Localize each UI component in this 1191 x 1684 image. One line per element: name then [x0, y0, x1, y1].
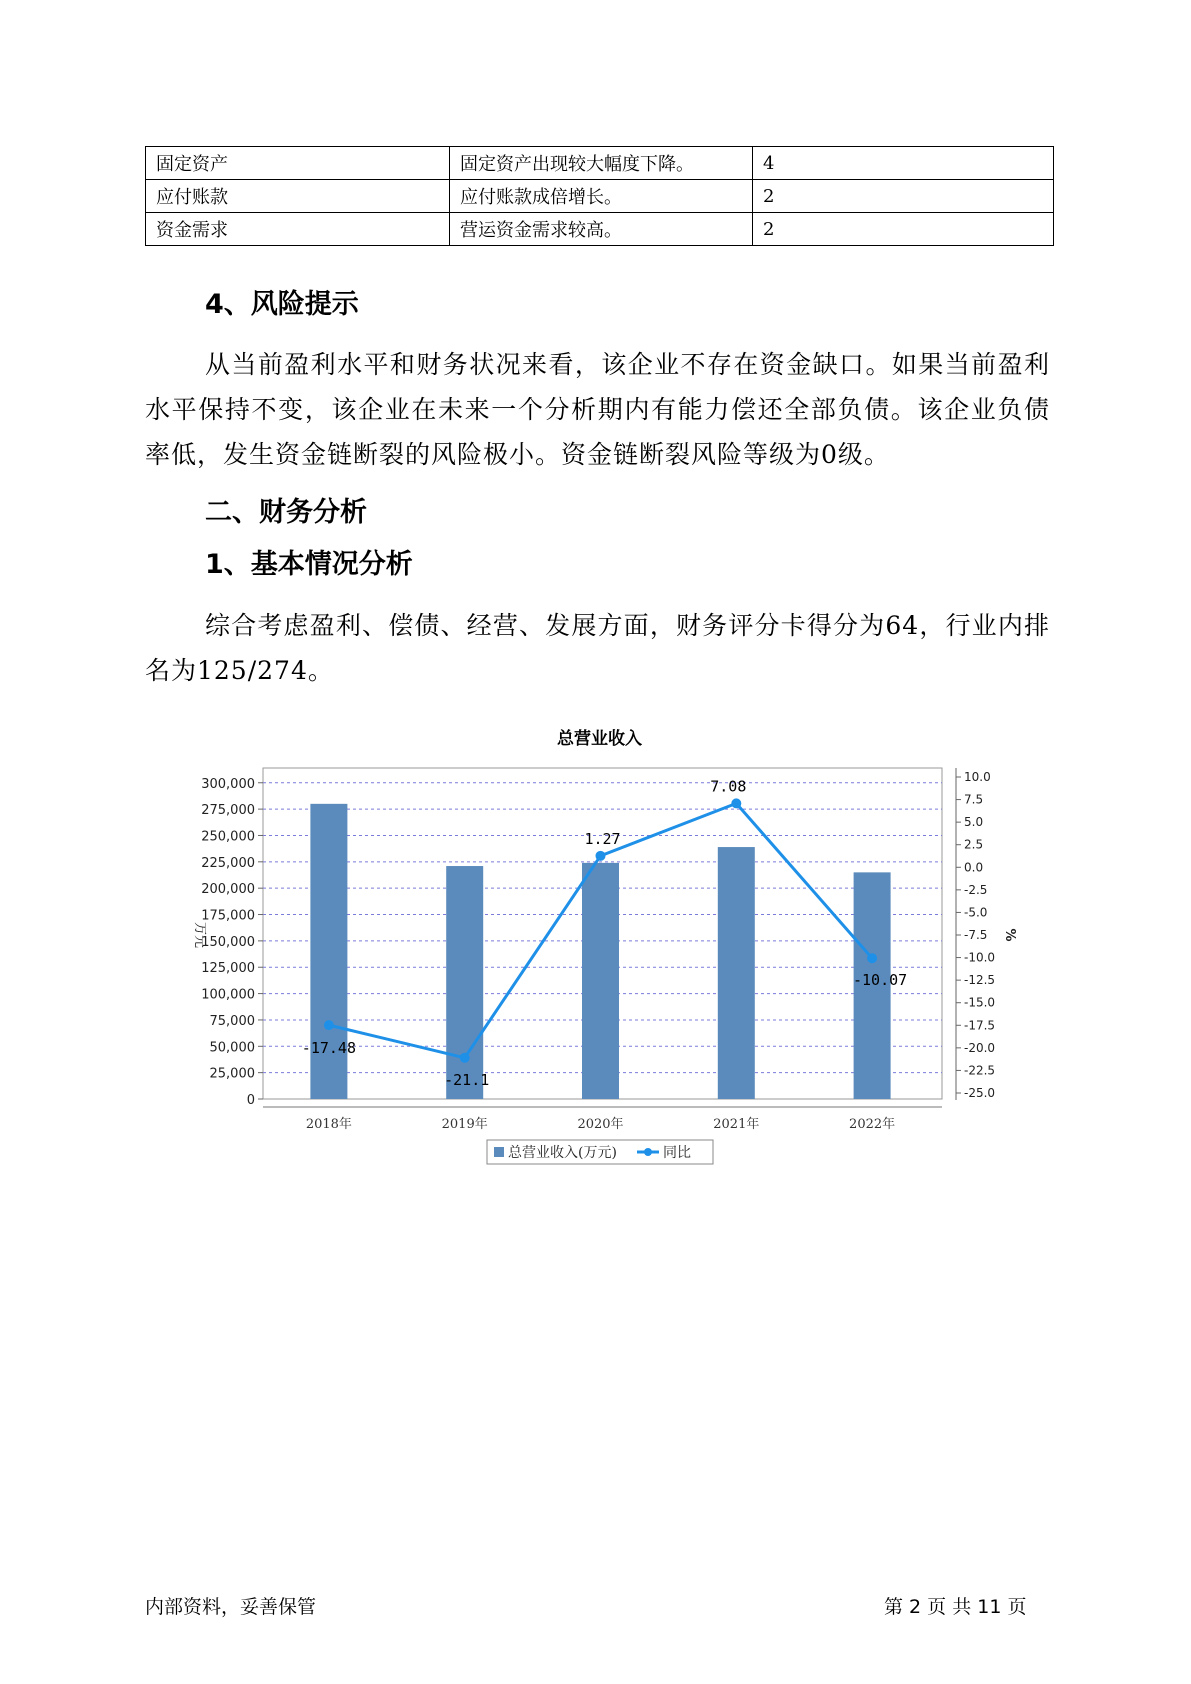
x-tick-label: 2020年	[577, 1117, 624, 1132]
bar	[718, 847, 755, 1099]
x-tick-label: 2019年	[441, 1117, 488, 1132]
table-cell-desc: 应付账款成倍增长。	[450, 180, 753, 213]
right-tick-label: -5.0	[964, 905, 988, 920]
right-tick-label: -7.5	[964, 928, 988, 942]
right-tick-label: -22.5	[964, 1063, 996, 1078]
yoy-data-label: 1.27	[584, 829, 621, 848]
right-tick-label: -17.5	[964, 1018, 996, 1033]
table-cell-level: 4	[753, 147, 1054, 180]
basic-analysis-paragraph: 综合考虑盈利、偿债、经营、发展方面，财务评分卡得分为64，行业内排名为125/274。	[145, 611, 1050, 685]
x-tick-label: 2021年	[713, 1117, 760, 1132]
y-tick-label: 150,000	[201, 934, 255, 950]
right-tick-label: 10.0	[964, 770, 991, 784]
legend-line-marker	[644, 1148, 652, 1156]
yoy-point	[596, 851, 606, 861]
y-tick-label: 200,000	[201, 882, 255, 898]
table-cell-level: 2	[753, 180, 1054, 213]
legend-line-label: 同比	[663, 1145, 691, 1161]
yoy-point	[867, 953, 877, 963]
yoy-data-label: -21.1	[444, 1070, 490, 1089]
yoy-point	[324, 1020, 334, 1030]
right-tick-label: -15.0	[964, 995, 996, 1010]
y-tick-label: 125,000	[201, 961, 255, 977]
yoy-point	[731, 798, 741, 808]
right-tick-label: -2.5	[964, 882, 988, 897]
y-tick-label: 100,000	[201, 987, 255, 1003]
legend-bar-swatch	[494, 1147, 504, 1157]
y-tick-label: 75,000	[209, 1013, 255, 1029]
table-cell-item: 固定资产	[146, 147, 450, 180]
table-cell-level: 2	[753, 213, 1054, 246]
footer-page-number: 第 2 页 共 11 页	[884, 1596, 1027, 1618]
right-tick-label: -10.0	[964, 950, 996, 965]
y-tick-label: 50,000	[209, 1040, 255, 1056]
legend-bar-label: 总营业收入(万元)	[508, 1145, 617, 1161]
x-tick-label: 2022年	[849, 1117, 896, 1132]
y-axis-title: 万元	[192, 921, 207, 949]
finance-heading: 二、财务分析	[205, 497, 367, 528]
y-tick-label: 225,000	[201, 855, 255, 871]
right-tick-label: -12.5	[964, 973, 996, 988]
basic-analysis-heading: 1、基本情况分析	[205, 549, 413, 580]
y-tick-label: 275,000	[201, 803, 255, 819]
right-tick-label: -25.0	[964, 1086, 996, 1100]
y-tick-label: 300,000	[201, 776, 255, 792]
right-tick-label: 0.0	[964, 860, 984, 875]
footer-confidential: 内部资料，妥善保管	[145, 1596, 317, 1618]
right-tick-label: 5.0	[964, 815, 984, 830]
right-tick-label: -20.0	[964, 1040, 996, 1055]
yoy-data-label: -10.07	[853, 971, 908, 990]
table-cell-desc: 营运资金需求较高。	[450, 213, 753, 246]
yoy-data-label: -17.48	[301, 1039, 356, 1058]
bar	[582, 863, 619, 1099]
risk-paragraph: 从当前盈利水平和财务状况来看，该企业不存在资金缺口。如果当前盈利水平保持不变，该企业在未来一个分析期内有能力偿还全部负债。该企业负债率低，发生资金链断裂的风险极小。资金链断裂风险等级为0级。	[145, 350, 1050, 469]
right-tick-label: 7.5	[964, 792, 984, 807]
yoy-point	[460, 1053, 470, 1063]
table-cell-item: 资金需求	[146, 213, 450, 246]
y-right-axis-title: %	[1002, 928, 1017, 942]
right-tick-label: 2.5	[964, 837, 984, 852]
y-tick-label: 0	[246, 1093, 255, 1108]
bar	[446, 866, 483, 1099]
table-cell-desc: 固定资产出现较大幅度下降。	[450, 147, 753, 180]
y-tick-label: 25,000	[209, 1066, 255, 1082]
table-cell-item: 应付账款	[146, 180, 450, 213]
yoy-data-label: 7.08	[710, 777, 747, 796]
chart-title: 总营业收入	[557, 729, 642, 749]
x-tick-label: 2018年	[305, 1117, 352, 1132]
risk-heading: 4、风险提示	[205, 289, 359, 320]
y-tick-label: 250,000	[201, 829, 255, 845]
y-tick-label: 175,000	[201, 908, 255, 924]
